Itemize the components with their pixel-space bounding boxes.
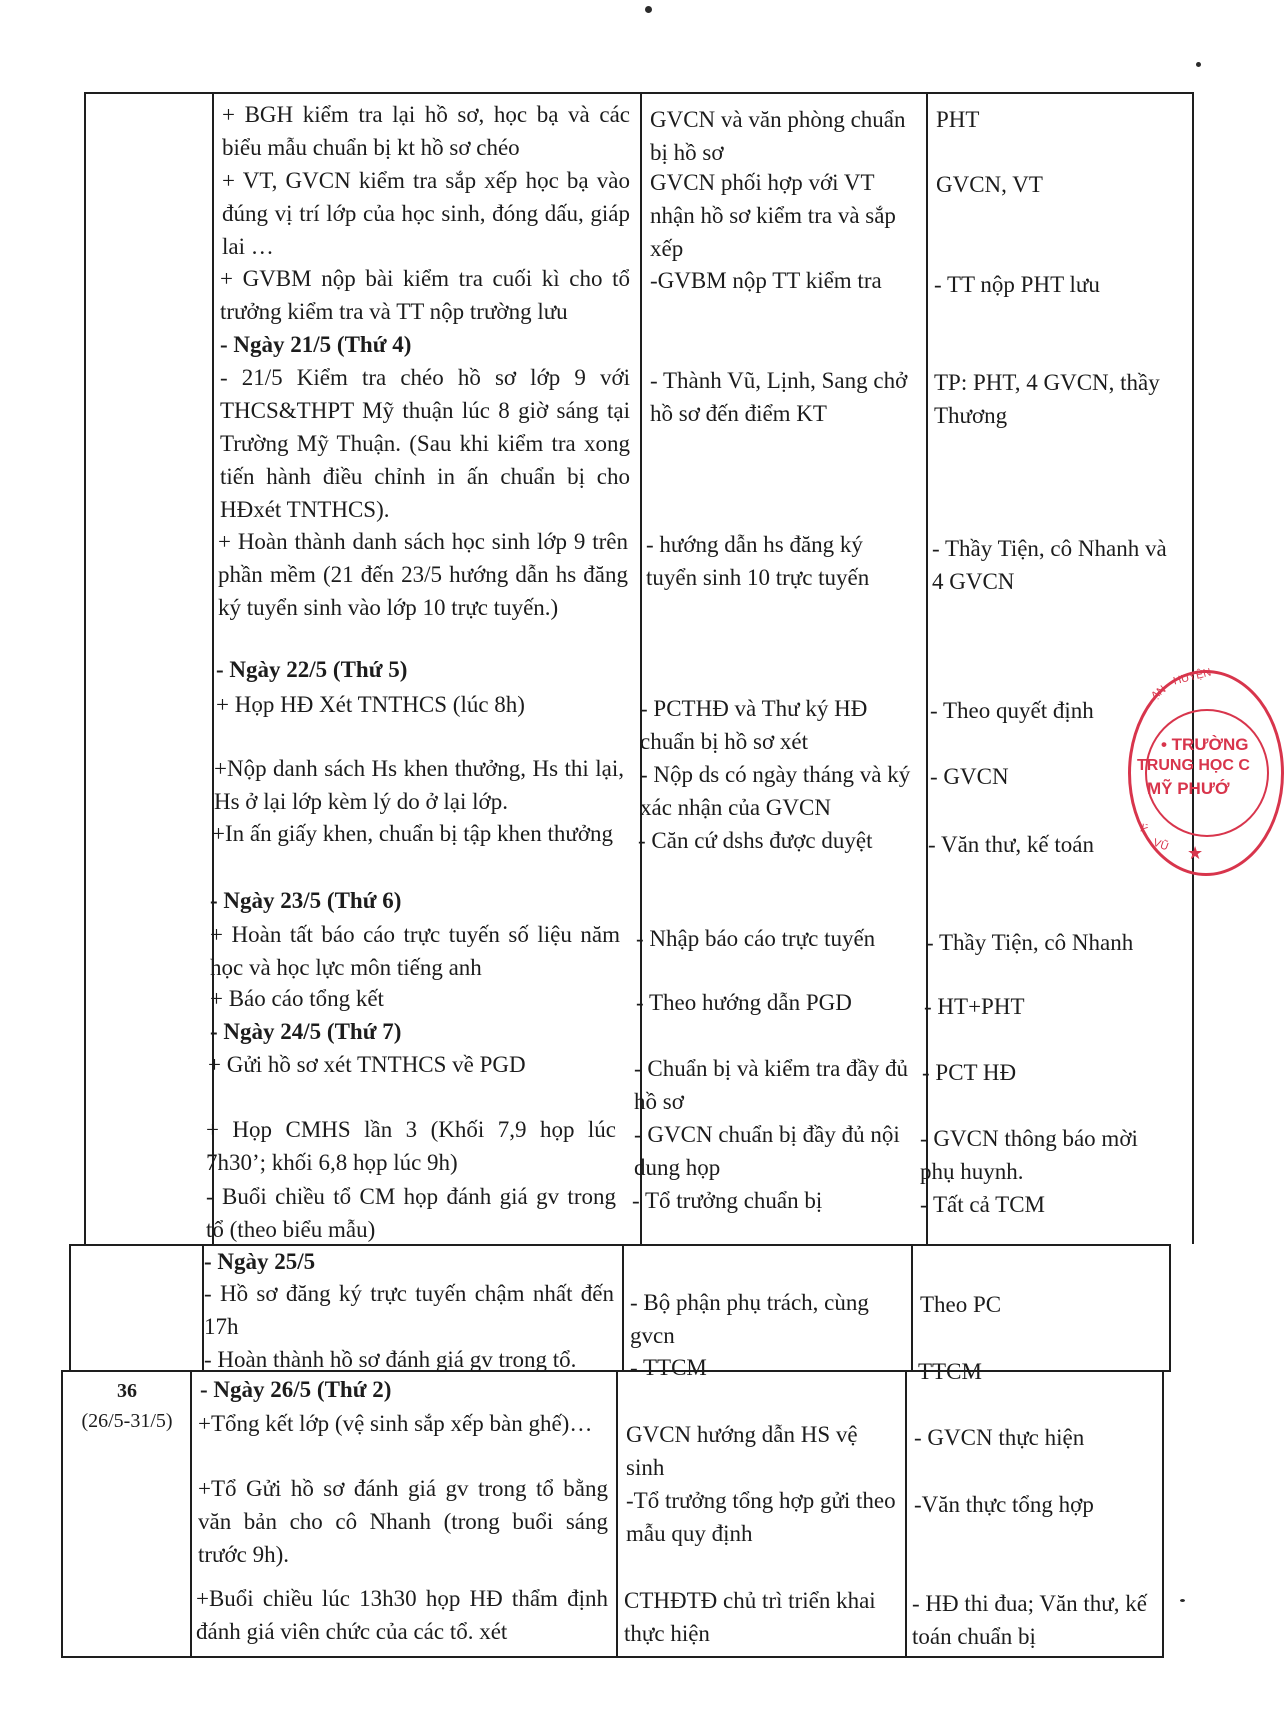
block1-responsible-4: TP: PHT, 4 GVCN, thầy Thương <box>934 370 1160 428</box>
block1-day-heading-22-5: - Ngày 22/5 (Thứ 5) <box>216 657 408 682</box>
block1-content-5: + Hoàn thành danh sách học sinh lớp 9 trên phần mềm (21 đến 23/5 hướng dẫn hs đăng ký tuyển sinh vào lớp 10 trực tuyến.) <box>218 529 628 620</box>
block3-content-1: +Tổng kết lớp (vệ sinh sắp xếp bàn ghế)… <box>198 1411 593 1436</box>
block2-method-2: - TTCM <box>630 1355 707 1380</box>
block3-responsible-3: - HĐ thi đua; Văn thư, kế toán chuẩn bị <box>912 1591 1147 1649</box>
block3-content-2: +Tổ Gửi hồ sơ đánh giá gv trong tổ bằng văn bản cho cô Nhanh (trong buổi sáng trước 9h). <box>198 1476 608 1567</box>
scan-mark-top <box>645 6 652 13</box>
block2-responsible-2: TTCM <box>918 1359 982 1384</box>
block1-content-4: - 21/5 Kiểm tra chéo hồ sơ lớp 9 với THCS&THPT Mỹ thuận lúc 8 giờ sáng tại Trường Mỹ Thuận. (Sau khi kiểm tra xong tiến hành điều chỉnh in ấn chuẩn bị cho HĐxét TNTHCS). <box>220 365 630 522</box>
scan-mark-right-lower <box>1180 1599 1185 1602</box>
block1-content-11: + Gửi hồ sơ xét TNTHCS về PGD <box>208 1052 526 1077</box>
block1-responsible-11: - PCT HĐ <box>922 1060 1017 1085</box>
block1-content-6: + Họp HĐ Xét TNTHCS (lúc 8h) <box>216 692 525 717</box>
block3-method-1: GVCN hướng dẫn HS vệ sinh <box>626 1422 858 1480</box>
school-seal-stamp <box>1128 666 1284 876</box>
block1-method-12: - GVCN chuẩn bị đầy đủ nội dung họp <box>634 1122 900 1180</box>
block3-responsible-2: -Văn thực tổng hợp <box>914 1492 1094 1517</box>
block1-content-7: +Nộp danh sách Hs khen thưởng, Hs thi lại, Hs ở lại lớp kèm lý do ở lại lớp. <box>214 756 624 814</box>
week-number: 36 <box>117 1380 137 1402</box>
block3-content-3: +Buổi chiều lúc 13h30 họp HĐ thẩm định đánh giá viên chức của các tổ. xét <box>196 1586 608 1644</box>
week-date-range: (26/5-31/5) <box>81 1410 173 1432</box>
block2-content-1: - Hồ sơ đăng ký trực tuyến chậm nhất đến 17h <box>204 1281 614 1339</box>
block1-method-4: - Thành Vũ, Lịnh, Sang chở hồ sơ đến điểm KT <box>650 368 908 426</box>
block1-responsible-8: - Văn thư, kế toán <box>928 832 1094 857</box>
block3-responsible-1: - GVCN thực hiện <box>914 1425 1085 1450</box>
block1-method-13: - Tổ trưởng chuẩn bị <box>632 1188 823 1213</box>
block1-method-6: - PCTHĐ và Thư ký HĐ chuẩn bị hồ sơ xét <box>640 696 868 754</box>
stamp-bottom-left: Ý <box>1136 822 1150 836</box>
block2-method-1: - Bộ phận phụ trách, cùng gvcn <box>630 1290 869 1348</box>
block1-content-12: + Họp CMHS lần 3 (Khối 7,9 họp lúc 7h30’; khối 6,8 họp lúc 9h) <box>206 1117 616 1175</box>
block1-responsible-7: - GVCN <box>930 764 1009 789</box>
stamp-line-3: MỸ PHƯỚ <box>1147 779 1230 798</box>
block1-method-8: - Căn cứ dshs được duyệt <box>638 828 873 853</box>
block1-responsible-2: GVCN, VT <box>936 172 1043 197</box>
block1-day-heading-23-5: - Ngày 23/5 (Thứ 6) <box>210 888 402 913</box>
block3-day-heading-26-5: - Ngày 26/5 (Thứ 2) <box>200 1377 392 1402</box>
block1-method-7: - Nộp ds có ngày tháng và ký xác nhận của GVCN <box>640 762 911 820</box>
block1-responsible-5: - Thầy Tiện, cô Nhanh và 4 GVCN <box>932 536 1167 594</box>
scan-mark-right <box>1196 62 1201 67</box>
block1-responsible-13: - Tất cả TCM <box>920 1192 1045 1217</box>
block1-method-3: -GVBM nộp TT kiểm tra <box>650 268 882 293</box>
block1-responsible-9: - Thầy Tiện, cô Nhanh <box>926 930 1134 955</box>
block1-day-heading-24-5: - Ngày 24/5 (Thứ 7) <box>210 1019 402 1044</box>
block1-method-2: GVCN phối hợp với VT nhận hồ sơ kiểm tra và sắp xếp <box>650 170 896 261</box>
block1-content-3: + GVBM nộp bài kiểm tra cuối kì cho tổ trưởng kiểm tra và TT nộp trường lưu <box>220 266 630 324</box>
block1-responsible-12: - GVCN thông báo mời phụ huynh. <box>920 1126 1138 1184</box>
stamp-line-2: TRUNG HỌC C <box>1137 757 1250 774</box>
block1-responsible-3: - TT nộp PHT lưu <box>934 272 1100 297</box>
block1-day-heading-21-5: - Ngày 21/5 (Thứ 4) <box>220 332 412 357</box>
stamp-arc-text: ẠN <box>1148 683 1169 703</box>
block1-method-5: - hướng dẫn hs đăng ký tuyển sinh 10 trực tuyến <box>646 532 870 590</box>
stamp-line-1: • TRƯỜNG <box>1161 735 1249 754</box>
block3-method-2: -Tổ trưởng tổng hợp gửi theo mẫu quy định <box>626 1488 896 1546</box>
block1-responsible-6: - Theo quyết định <box>930 698 1094 723</box>
block1-method-1: GVCN và văn phòng chuẩn bị hồ sơ <box>650 107 906 165</box>
block2-responsible-1: Theo PC <box>920 1292 1002 1317</box>
star-icon: ★ <box>1187 843 1204 863</box>
block1-method-9: - Nhập báo cáo trực tuyến <box>636 926 876 951</box>
block1-responsible-10: - HT+PHT <box>924 994 1025 1019</box>
block1-content-2: + VT, GVCN kiểm tra sắp xếp học bạ vào đúng vị trí lớp của học sinh, đóng dấu, giáp lai … <box>222 168 630 259</box>
stamp-top-text: HUYỆN <box>1172 666 1213 688</box>
block1-content-9: + Hoàn tất báo cáo trực tuyến số liệu năm học và học lực môn tiếng anh <box>210 922 620 980</box>
block1-method-10: - Theo hướng dẫn PGD <box>636 990 852 1015</box>
block1-content-8: +In ấn giấy khen, chuẩn bị tập khen thưởng <box>212 821 614 846</box>
block1-responsible-1: PHT <box>936 107 980 132</box>
block1-content-13: - Buổi chiều tổ CM họp đánh giá gv trong tổ (theo biểu mẫu) <box>206 1184 616 1242</box>
block1-content-1: + BGH kiểm tra lại hồ sơ, học bạ và các biểu mẫu chuẩn bị kt hồ sơ chéo <box>222 102 630 160</box>
block2-content-2: - Hoàn thành hồ sơ đánh giá gv trong tổ. <box>204 1347 577 1372</box>
stamp-bottom-text: VŨ <box>1151 836 1170 854</box>
block1-method-11: - Chuẩn bị và kiểm tra đầy đủ hồ sơ <box>634 1056 909 1114</box>
block1-content-10: + Báo cáo tổng kết <box>210 986 384 1011</box>
block2-day-heading-25-5: - Ngày 25/5 <box>204 1249 316 1274</box>
block3-method-3: CTHĐTĐ chủ trì triển khai thực hiện <box>624 1588 876 1646</box>
